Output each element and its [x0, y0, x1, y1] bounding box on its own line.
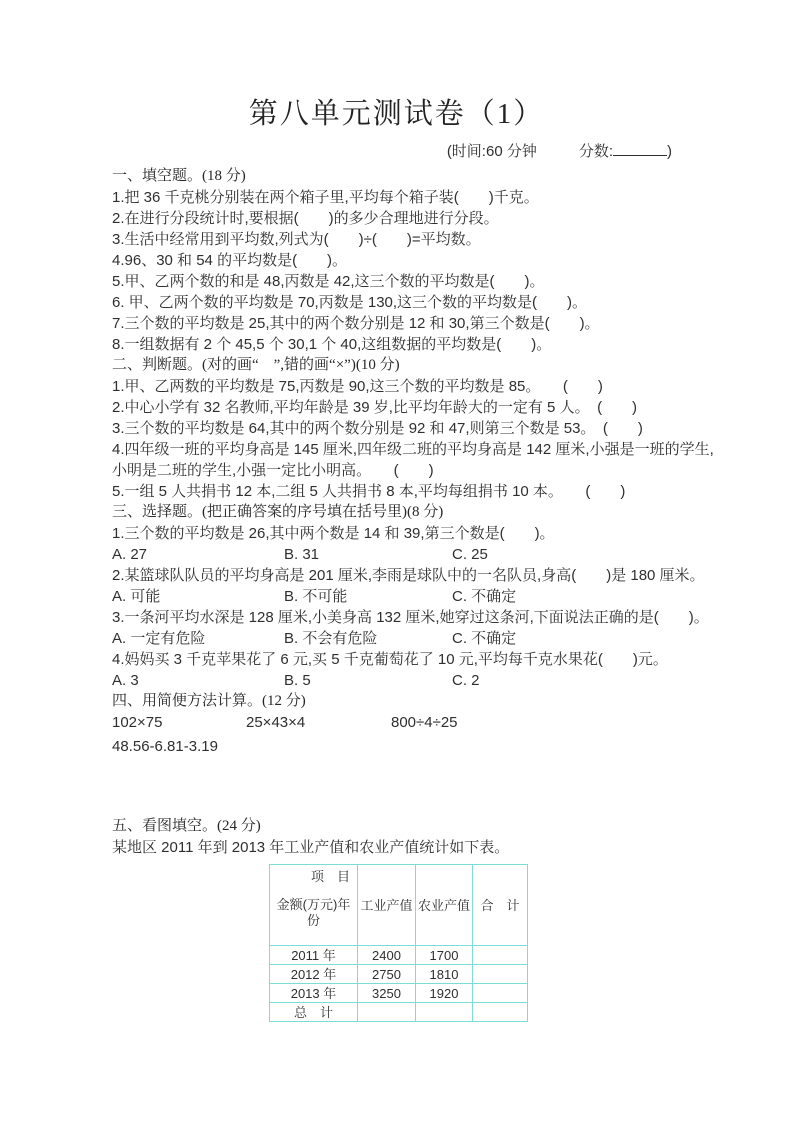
section4-heading: 四、用简便方法计算。(12 分): [112, 693, 306, 709]
table-row-grand-total: [270, 1003, 528, 1022]
option-c: C. 不确定: [452, 630, 517, 647]
section5-heading: 五、看图填空。(24 分): [112, 818, 261, 834]
table-header-row: [270, 865, 528, 946]
option-c: C. 25: [452, 546, 488, 563]
section5-description: 某地区 2011 年到 2013 年工业产值和农业产值统计如下表。: [112, 839, 510, 856]
total-value-blank: [473, 946, 528, 965]
calc-row-1: [112, 712, 693, 733]
meta-close-paren: ): [667, 143, 672, 160]
option-a: A. 可能: [112, 588, 161, 605]
industrial-value: 2400: [358, 946, 416, 965]
fill-question-6: 6. 甲、乙两个数的平均数是 70,丙数是 130,这三个数的平均数是( )。: [112, 294, 588, 311]
table-row-2011: [270, 946, 528, 965]
choice-question-4: 4.妈妈买 3 千克苹果花了 6 元,买 5 千克葡萄花了 10 元,平均每千克水果花( )元。: [112, 651, 668, 668]
option-b: B. 5: [284, 672, 311, 689]
agricultural-value: 1810: [416, 965, 473, 984]
judge-question-4-line1: 4.四年级一班的平均身高是 145 厘米,四年级二班的平均身高是 142 厘米,小强是一班的学生,: [112, 441, 714, 458]
fill-question-4: 4.96、30 和 54 的平均数是( )。: [112, 252, 348, 269]
section1-heading: 一、填空题。(18 分): [112, 168, 246, 184]
total-value-blank: [473, 984, 528, 1003]
column-header-total: 合 计: [473, 865, 528, 946]
fill-question-8: 8.一组数据有 2 个 45,5 个 30,1 个 40,这组数据的平均数是( )。: [112, 336, 552, 353]
fill-question-1: 1.把 36 千克桃分别装在两个箱子里,平均每个箱子装( )千克。: [112, 189, 539, 206]
industrial-total-blank: [358, 1003, 416, 1022]
total-value-blank: [473, 965, 528, 984]
section2-heading: 二、判断题。(对的画“ ”,错的画“×”)(10 分): [112, 357, 400, 373]
agricultural-value: 1700: [416, 946, 473, 965]
option-c: C. 不确定: [452, 588, 517, 605]
choice-question-2: 2.某篮球队队员的平均身高是 201 厘米,李雨是球队中的一名队员,身高( )是 180 厘米。: [112, 567, 705, 584]
calc-expression-4: 48.56-6.81-3.19: [112, 738, 218, 755]
corner-label-item: 项 目: [310, 869, 350, 884]
score-label: 分数:: [578, 143, 613, 160]
option-a: A. 3: [112, 672, 139, 689]
corner-label-amount-year: 金额(万元)年份: [276, 897, 351, 928]
choice-question-1: 1.三个数的平均数是 26,其中两个数是 14 和 39,第三个数是( )。: [112, 525, 555, 542]
choice-question-2-options: [112, 586, 693, 607]
option-a: A. 一定有危险: [112, 630, 206, 647]
page-title: 第八单元测试卷（1）: [248, 98, 545, 130]
calc-expression-3: 800÷4÷25: [391, 714, 458, 731]
section3-heading: 三、选择题。(把正确答案的序号填在括号里)(8 分): [112, 504, 444, 520]
time-label: (时间:60 分钟: [446, 143, 537, 160]
option-b: B. 31: [284, 546, 320, 563]
fill-question-7: 7.三个数的平均数是 25,其中的两个数分别是 12 和 30,第三个数是( )。: [112, 315, 600, 332]
column-header-agricultural: 农业产值: [416, 865, 473, 946]
table-corner-cell: [270, 865, 358, 946]
statistics-table: [269, 864, 528, 1022]
grand-total-label: 总 计: [270, 1003, 358, 1022]
choice-question-1-options: [112, 544, 693, 565]
judge-question-3: 3.三个数的平均数是 64,其中的两个数分别是 92 和 47,则第三个数是 53。 ( ): [112, 420, 643, 437]
agricultural-total-blank: [416, 1003, 473, 1022]
score-blank-line: [613, 142, 667, 156]
header-meta: [0, 142, 672, 161]
industrial-value: 3250: [358, 984, 416, 1003]
calc-expression-2: 25×43×4: [246, 714, 306, 731]
year-cell: 2013 年: [270, 984, 358, 1003]
year-cell: 2012 年: [270, 965, 358, 984]
judge-question-2: 2.中心小学有 32 名教师,平均年龄是 39 岁,比平均年龄大的一定有 5 人。 ( ): [112, 399, 638, 416]
fill-question-2: 2.在进行分段统计时,要根据( )的多少合理地进行分段。: [112, 210, 499, 227]
choice-question-4-options: [112, 670, 693, 691]
judge-question-4-line2: 小明是二班的学生,小强一定比小明高。 ( ): [112, 462, 434, 479]
calc-expression-1: 102×75: [112, 714, 163, 731]
judge-question-5: 5.一组 5 人共捐书 12 本,二组 5 人共捐书 8 本,平均每组捐书 10 本。 ( ): [112, 483, 626, 500]
judge-question-1: 1.甲、乙两数的平均数是 75,丙数是 90,这三个数的平均数是 85。 ( ): [112, 378, 603, 395]
option-a: A. 27: [112, 546, 148, 563]
table-row-2012: [270, 965, 528, 984]
table-row-2013: [270, 984, 528, 1003]
option-c: C. 2: [452, 672, 480, 689]
column-header-industrial: 工业产值: [358, 865, 416, 946]
year-cell: 2011 年: [270, 946, 358, 965]
paper-body: [0, 166, 793, 1022]
option-b: B. 不会有危险: [284, 630, 378, 647]
fill-question-5: 5.甲、乙两个数的和是 48,丙数是 42,这三个数的平均数是( )。: [112, 273, 545, 290]
option-b: B. 不可能: [284, 588, 348, 605]
industrial-value: 2750: [358, 965, 416, 984]
total-value-blank: [473, 1003, 528, 1022]
fill-question-3: 3.生活中经常用到平均数,列式为( )÷( )=平均数。: [112, 231, 481, 248]
choice-question-3: 3.一条河平均水深是 128 厘米,小美身高 132 厘米,她穿过这条河,下面说法正确的是( )。: [112, 609, 709, 626]
agricultural-value: 1920: [416, 984, 473, 1003]
choice-question-3-options: [112, 628, 693, 649]
